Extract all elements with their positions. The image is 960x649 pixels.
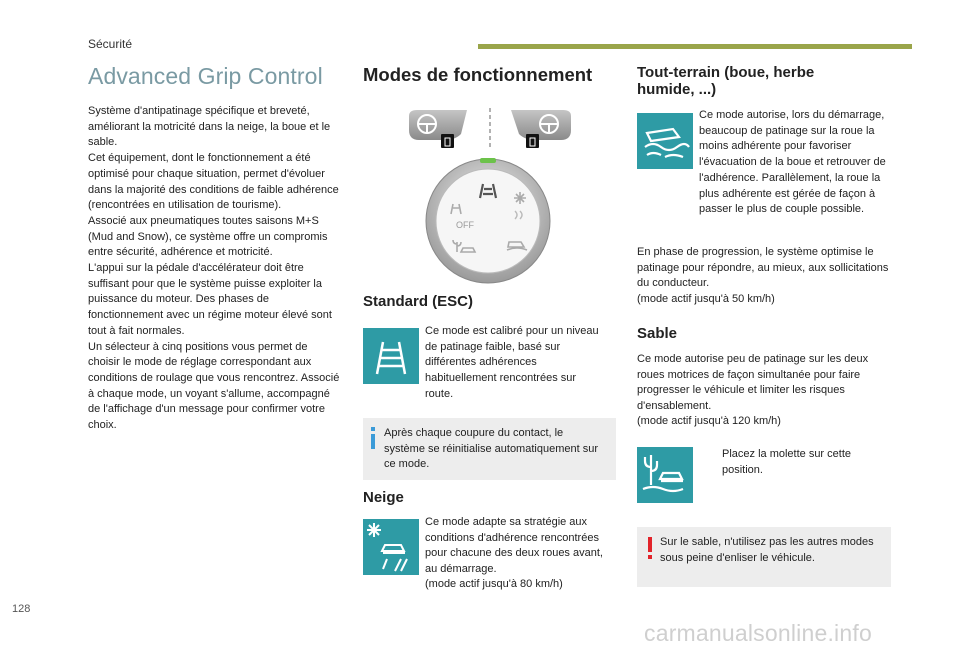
standard-mode-tile	[363, 328, 419, 384]
snow-mode-icon	[363, 519, 419, 575]
modes-title: Modes de fonctionnement	[363, 64, 593, 85]
sable-text: Ce mode autorise peu de patinage sur les deux roues motrices de façon simultanée pour faire progresser le véhicule et limiter les risques d'ensablement.	[637, 353, 869, 413]
sable-mode-tile	[637, 447, 693, 503]
intro-column	[88, 63, 342, 434]
off-label: OFF	[456, 220, 474, 230]
dashboard-indicator-illustration	[405, 108, 575, 150]
neige-speed: (mode actif jusqu'à 80 km/h)	[425, 578, 563, 590]
intro-paragraph: Cet équipement, dont le fonctionnement a été optimisé pour chaque situation, permet d'évoluer dans la majorité des conditions de faible adhérence (rencontrées en utilisation de tourisme).	[88, 152, 339, 212]
offroad-title-line1: Tout-terrain (boue, herbe	[637, 64, 815, 81]
page-number: 128	[12, 603, 31, 615]
section-header-bar	[478, 44, 912, 49]
section-header: Sécurité	[88, 37, 133, 51]
neige-section	[363, 489, 404, 506]
neige-title: Neige	[363, 489, 404, 506]
modes-column	[363, 64, 616, 86]
standard-text: Ce mode est calibré pour un niveau de patinage faible, basé sur différentes adhérences habituellement rencontrées sur route.	[425, 325, 599, 400]
intro-body	[88, 104, 342, 434]
page-title: Advanced Grip Control	[88, 63, 323, 89]
sable-speed: (mode actif jusqu'à 120 km/h)	[637, 415, 781, 427]
intro-paragraph: Associé aux pneumatiques toutes saisons M+S (Mud and Snow), ce système offre un compromis entre sécurité, adhérence et motricité.	[88, 214, 328, 259]
intro-paragraph: Système d'antipatinage spécifique et breveté, améliorant la motricité dans la neige, la boue et le sable.	[88, 105, 331, 149]
sable-warning-text: Sur le sable, n'utilisez pas les autres modes sous peine d'enliser le véhicule.	[660, 536, 874, 564]
offroad-speed: (mode actif jusqu'à 50 km/h)	[637, 293, 775, 305]
standard-note-text: Après chaque coupure du contact, le système se réinitialise automatiquement sur ce mode.	[384, 427, 598, 471]
watermark: carmanualsonline.info	[644, 620, 872, 646]
info-icon	[369, 427, 377, 449]
neige-text: Ce mode adapte sa stratégie aux conditions d'adhérence rencontrées pour chacune des deux roues avant, au démarrage.	[425, 516, 603, 576]
offroad-mode-tile	[637, 113, 693, 169]
sable-section	[637, 325, 677, 342]
offroad-title-line2: humide, ...)	[637, 81, 717, 98]
intro-paragraph: L'appui sur la pédale d'accélérateur doit être suffisant pour que le système puisse exploiter la puissance du moteur. Des phases de fonctionnement avec un régime moteur élevé sont tout à fait normales.	[88, 262, 332, 337]
sable-warning-box	[637, 527, 891, 587]
standard-road-icon	[363, 328, 419, 384]
standard-note-box	[363, 418, 616, 480]
warning-icon	[646, 537, 654, 559]
neige-mode-tile	[363, 519, 419, 575]
sable-title: Sable	[637, 325, 678, 342]
offroad-mode-icon	[637, 113, 693, 169]
standard-section	[363, 293, 473, 310]
offroad-section	[637, 64, 895, 98]
intro-paragraph: Un sélecteur à cinq positions vous permet de choisir le mode de réglage correspondant aux conditions de roulage que vous rencontrez. Associé à chaque mode, un voyant s'allume, accompagné de l'affichage d'un message pour confirmer votre choix.	[88, 340, 340, 432]
selector-dial	[423, 156, 553, 286]
standard-title: Standard (ESC)	[363, 293, 474, 310]
sand-mode-icon	[637, 447, 693, 503]
sable-instruction: Placez la molette sur cette position.	[722, 448, 852, 476]
offroad-progress-text: En phase de progression, le système optimise le patinage pour répondre, au mieux, aux sollicitations du conducteur.	[637, 246, 889, 290]
offroad-text: Ce mode autorise, lors du démarrage, beaucoup de patinage sur la roue la moins adhérente pour favoriser l'évacuation de la boue et retrouver de l'adhérence. Parallèlement, la roue la plus adhérente est gérée de façon à passer le plus de couple possible.	[699, 109, 886, 216]
